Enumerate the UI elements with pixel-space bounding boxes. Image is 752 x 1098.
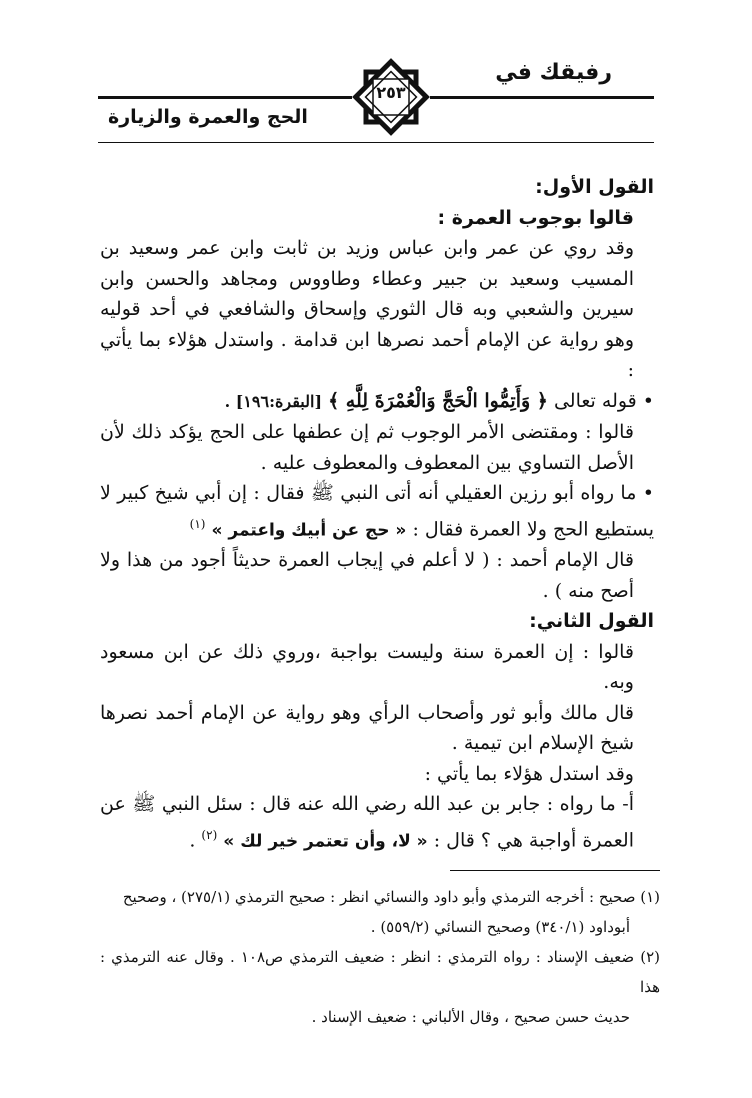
hadith-2-narration: أ- ما رواه : جابر بن عبد الله رضي الله عنه قال : سئل النبي ﷺ عن العمرة أواجبة هي ؟ قال : — [100, 793, 634, 852]
first-opinion-subheading: قالوا بوجوب العمرة : — [437, 206, 634, 229]
paragraph-sunnah: قالوا : إن العمرة سنة وليست بواجبة ،وروي ذلك عن ابن مسعود وبه. — [100, 640, 634, 694]
section-title: الحج والعمرة والزيارة — [108, 106, 308, 128]
footnote-marker-1: (١) — [189, 516, 206, 531]
paragraph-hadith-2 — [100, 789, 654, 856]
footnote-separator — [450, 870, 660, 871]
book-title: رفيقك في — [495, 60, 612, 85]
paragraph-scholars: وقد روي عن عمر وابن عباس وزيد بن ثابت وابن عمر وسعيد بن المسيب وسعيد بن جبير وعطاء وطاووس ومجاهد والحسن وابن سيرين والشعبي وبه قال الثوري وإسحاق والشافعي في أحد قوليه وهو رواية عن الإمام أحمد نصرها ابن قدامة . واستدل هؤلاء بما يأتي : — [100, 237, 634, 381]
hadith-1-text: « حج عن أبيك واعتمر » — [211, 519, 407, 540]
paragraph-malik: قال مالك وأبو ثور وأصحاب الرأي وهو رواية عن الإمام أحمد نصرها شيخ الإسلام ابن تيمية . — [100, 701, 634, 755]
verse-intro: • قوله تعالى — [553, 389, 654, 412]
footnotes — [100, 882, 660, 1032]
page-body — [100, 172, 654, 857]
page-number: ٢٥٣ — [376, 83, 406, 102]
paragraph-hadith-1 — [100, 478, 654, 545]
quran-verse: ﴿ وَأَتِمُّوا الْحَجَّ وَالْعُمْرَةَ لِلَّهِ ﴾ — [328, 389, 548, 412]
verse-reference: [البقرة:١٩٦] . — [224, 391, 323, 411]
footnote-2-line-1: (٢) ضعيف الإسناد : رواه الترمذي : انظر : ضعيف الترمذي ص١٠٨ . وقال عنه الترمذي : هذا — [100, 948, 660, 996]
paragraph-imam-ahmad: قال الإمام أحمد : ( لا أعلم في إيجاب العمرة حديثاً أجود من هذا ولا أصح منه ) . — [100, 549, 634, 602]
paragraph-evidence-intro: وقد استدل هؤلاء بما يأتي : — [424, 762, 634, 785]
paragraph-obligation: قالوا : ومقتضى الأمر الوجوب ثم إن عطفها على الحج يؤكد ذلك لأن الأصل التساوي بين المعطوف والمعطوف عليه . — [100, 421, 634, 474]
footnote-1-line-1: (١) صحيح : أخرجه الترمذي وأبو داود والنسائي انظر : صحيح الترمذي (٢٧٥/١) ، وصحيح — [122, 888, 660, 906]
first-opinion-heading: القول الأول: — [535, 176, 654, 198]
hadith-1-narration: • ما رواه أبو رزين العقيلي أنه أتى النبي ﷺ فقال : إن أبي شيخ كبير لا يستطيع الحج ولا العمرة فقال : — [100, 482, 654, 540]
header-rule-bottom — [98, 142, 654, 143]
hadith-2-text: « لا، وأن تعتمر خير لك » — [223, 831, 428, 852]
verse-line — [100, 386, 654, 418]
footnote-2-line-2: حديث حسن صحيح ، وقال الألباني : ضعيف الإسناد . — [311, 1008, 630, 1026]
second-opinion-heading: القول الثاني: — [529, 610, 654, 633]
footnote-1-line-2: أبوداود (٣٤٠/١) وصحيح النسائي (٥٥٩/٢) . — [370, 918, 630, 936]
closing-dot: . — [189, 829, 196, 852]
footnote-marker-2: (٢) — [201, 827, 218, 842]
